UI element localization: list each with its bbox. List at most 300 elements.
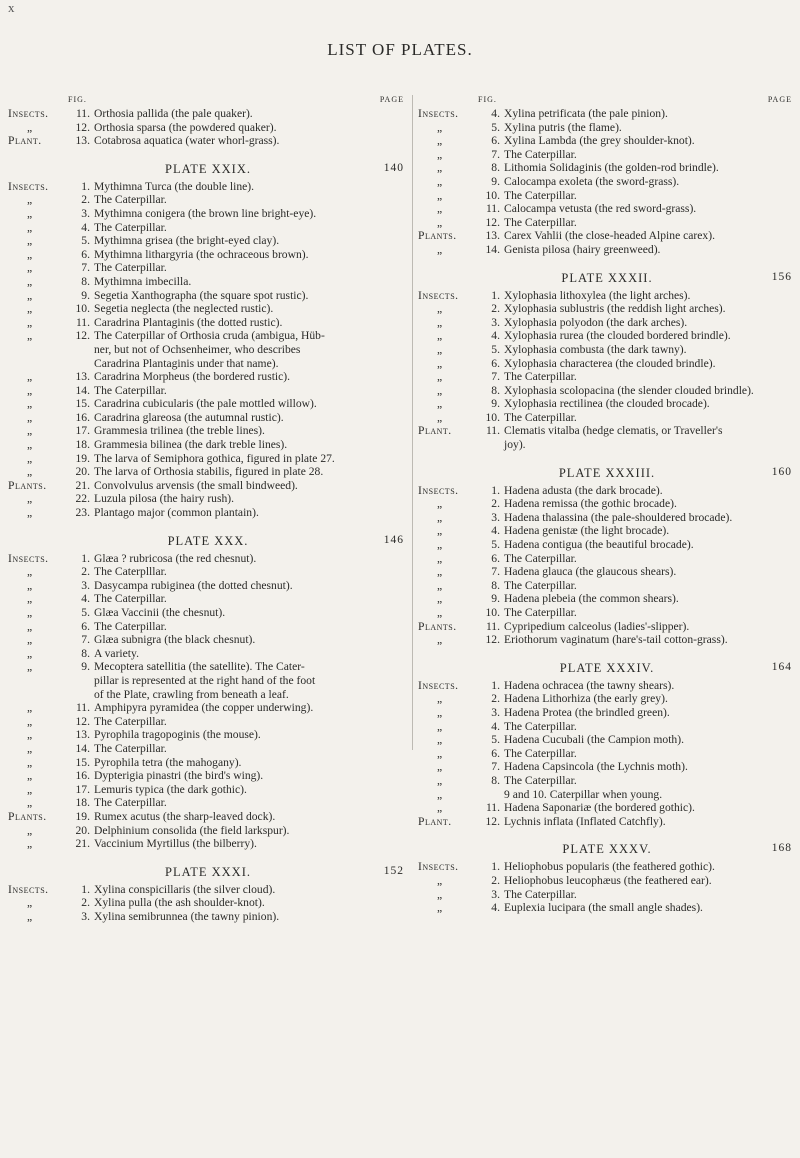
entry-category: „ bbox=[437, 329, 443, 343]
entry-category: „ bbox=[437, 134, 443, 148]
entry-category: „ bbox=[27, 247, 33, 261]
entry-category: „ bbox=[27, 728, 33, 742]
list-item bbox=[418, 289, 796, 303]
entry-description: Xylophasia characterea (the clouded brindle). bbox=[504, 356, 716, 370]
entry-description: Xylophasia scolopacina (the slender clouded brindle). bbox=[504, 383, 754, 397]
plate-page: 156 bbox=[771, 270, 792, 283]
list-item bbox=[418, 216, 796, 230]
entry-figure-number: 4. bbox=[81, 220, 90, 234]
entry-category: Plant. bbox=[8, 134, 42, 148]
entry-category: „ bbox=[437, 692, 443, 706]
entry-figure-number: 1. bbox=[81, 882, 90, 896]
plate-title: PLATE XXIX. bbox=[165, 161, 251, 176]
list-item bbox=[418, 243, 796, 257]
entry-category: „ bbox=[27, 660, 33, 674]
entry-category: „ bbox=[437, 120, 443, 134]
entry-figure-number: 1. bbox=[81, 179, 90, 193]
entry-description: Amphipyra pyramidea (the copper underwing). bbox=[94, 701, 314, 715]
page-title: LIST OF PLATES. bbox=[327, 40, 473, 59]
entry-group bbox=[8, 107, 408, 148]
list-item bbox=[8, 207, 408, 221]
entry-category: „ bbox=[27, 741, 33, 755]
list-item bbox=[418, 357, 796, 371]
entry-description: Hadena thalassina (the pale-shouldered brocade). bbox=[504, 510, 733, 524]
entry-category: „ bbox=[27, 769, 33, 783]
entry-category: „ bbox=[27, 565, 33, 579]
list-item bbox=[8, 234, 408, 248]
entry-category: „ bbox=[27, 755, 33, 769]
entry-description: Glæa Vaccinii (the chesnut). bbox=[94, 606, 226, 619]
entry-figure-number: 1. bbox=[491, 483, 500, 497]
entry-category: „ bbox=[27, 234, 33, 248]
list-item bbox=[418, 815, 796, 829]
entry-figure-number: 7. bbox=[81, 261, 90, 275]
fig-header: FIG. bbox=[478, 95, 497, 104]
entry-category: „ bbox=[437, 410, 443, 424]
entry-description: Grammesia bilinea (the dark treble lines). bbox=[94, 438, 288, 452]
entry-description: The Caterpillar. bbox=[504, 215, 577, 229]
plate-page: 146 bbox=[383, 533, 404, 546]
entry-category: „ bbox=[27, 206, 33, 220]
entry-category: „ bbox=[27, 438, 33, 452]
continuation-group bbox=[8, 343, 408, 370]
entry-figure-number: 2. bbox=[81, 193, 90, 207]
entry-description: Glæa ? rubricosa (the red chesnut). bbox=[94, 551, 257, 565]
list-item bbox=[8, 824, 408, 838]
entry-category: Insects. bbox=[8, 882, 49, 896]
entry-category: Plants. bbox=[418, 229, 457, 243]
entry-description: The Caterpillar. bbox=[94, 261, 167, 275]
entry-figure-number: 4. bbox=[491, 901, 500, 915]
list-item bbox=[8, 316, 408, 330]
entry-category: Insects. bbox=[418, 860, 459, 874]
plate-heading bbox=[8, 534, 408, 550]
list-item bbox=[418, 579, 796, 593]
list-item bbox=[8, 134, 408, 148]
entry-figure-number: 1. bbox=[491, 288, 500, 302]
entry-figure-number: 1. bbox=[491, 860, 500, 874]
entry-category: „ bbox=[437, 397, 443, 411]
entry-description: The Caterpillar. bbox=[504, 188, 577, 202]
entry-description: Carex Vahlii (the close-headed Alpine carex). bbox=[504, 229, 715, 243]
list-item bbox=[8, 275, 408, 289]
entry-figure-number: 4. bbox=[491, 719, 500, 733]
list-item bbox=[418, 370, 796, 384]
entry-category: „ bbox=[437, 202, 443, 216]
entry-description: The Caterpillar. bbox=[504, 606, 577, 619]
continuation-line bbox=[8, 343, 408, 357]
entry-description: Dasycampa rubiginea (the dotted chesnut). bbox=[94, 578, 293, 592]
list-item bbox=[8, 121, 408, 135]
entry-description: The Caterpillar. bbox=[504, 578, 577, 592]
entry-category: „ bbox=[27, 120, 33, 134]
entry-figure-number: 2. bbox=[491, 692, 500, 706]
list-item bbox=[418, 484, 796, 498]
entry-category: „ bbox=[27, 782, 33, 796]
list-item bbox=[8, 552, 408, 566]
entry-group bbox=[8, 552, 408, 674]
entry-description: The Caterpillar. bbox=[504, 147, 577, 161]
entry-category: „ bbox=[27, 714, 33, 728]
entry-category: „ bbox=[27, 383, 33, 397]
entry-category: „ bbox=[27, 302, 33, 316]
entry-figure-number: 13. bbox=[485, 229, 500, 243]
entry-description: The Caterpillar. bbox=[504, 746, 577, 760]
entry-group bbox=[418, 484, 796, 647]
list-item bbox=[418, 760, 796, 774]
entry-description: Genista pilosa (hairy greenweed). bbox=[504, 242, 661, 256]
entry-description: Caradrina Plantaginis (the dotted rustic). bbox=[94, 315, 283, 329]
entry-description: Mecoptera satellitia (the satellite). The Cater- bbox=[94, 660, 305, 674]
entry-description: The Caterpillar. bbox=[504, 887, 577, 901]
entry-figure-number: 3. bbox=[491, 887, 500, 901]
entry-description: Xylina conspicillaris (the silver cloud). bbox=[94, 882, 276, 896]
entry-figure-number: 8. bbox=[81, 274, 90, 288]
entry-category: „ bbox=[437, 705, 443, 719]
entry-category: „ bbox=[27, 606, 33, 619]
entry-group bbox=[8, 701, 408, 851]
entry-figure-number: 7. bbox=[491, 565, 500, 579]
list-item bbox=[418, 679, 796, 693]
entry-description: The larva of Orthosia stabilis, figured in plate 28. bbox=[94, 465, 324, 479]
list-item bbox=[8, 384, 408, 398]
plate-page: 160 bbox=[771, 465, 792, 478]
entry-figure-number: 11. bbox=[485, 619, 500, 633]
column-header bbox=[418, 95, 796, 105]
entry-category: Plant. bbox=[418, 424, 452, 438]
plate-title: PLATE XXXV. bbox=[562, 842, 652, 857]
entry-description: Xylina semibrunnea (the tawny pinion). bbox=[94, 909, 280, 923]
entry-description: Dypterigia pinastri (the bird's wing). bbox=[94, 769, 264, 783]
list-item bbox=[8, 620, 408, 634]
entry-description: The Caterpillar. bbox=[94, 193, 167, 207]
entry-description: The Caterpillar. bbox=[94, 714, 167, 728]
entry-description: Glæa subnigra (the black chesnut). bbox=[94, 633, 256, 647]
list-item bbox=[418, 148, 796, 162]
entry-figure-number: 4. bbox=[491, 329, 500, 343]
entry-description: Xylina pulla (the ash shoulder-knot). bbox=[94, 896, 265, 910]
entry-category: „ bbox=[437, 733, 443, 747]
entry-category: Insects. bbox=[418, 107, 459, 120]
list-item bbox=[8, 397, 408, 411]
list-item bbox=[418, 720, 796, 734]
entry-figure-number: 12. bbox=[75, 329, 90, 343]
entry-figure-number: 12. bbox=[75, 120, 90, 134]
list-item bbox=[418, 202, 796, 216]
entry-figure-number: 3. bbox=[81, 578, 90, 592]
entry-description: The Caterpillar of Orthosia cruda (ambigua, Hüb- bbox=[94, 329, 325, 343]
continuation-line bbox=[418, 438, 796, 452]
list-item bbox=[8, 411, 408, 425]
list-item bbox=[418, 874, 796, 888]
entry-category: „ bbox=[27, 370, 33, 384]
entry-figure-number: 3. bbox=[81, 206, 90, 220]
entry-description: Hadena adusta (the dark brocade). bbox=[504, 483, 663, 497]
list-item bbox=[8, 438, 408, 452]
entry-category: „ bbox=[437, 801, 443, 815]
entry-category: „ bbox=[27, 193, 33, 207]
list-item bbox=[8, 565, 408, 579]
entry-description: Xylophasia rectilinea (the clouded brocade). bbox=[504, 397, 710, 411]
page-header: PAGE bbox=[767, 95, 792, 104]
list-item bbox=[418, 747, 796, 761]
column-header bbox=[8, 95, 408, 105]
entry-category: „ bbox=[437, 147, 443, 161]
list-item bbox=[418, 565, 796, 579]
list-item bbox=[8, 302, 408, 316]
entry-description: Luzula pilosa (the hairy rush). bbox=[94, 492, 235, 506]
plate-title: PLATE XXXII. bbox=[561, 270, 653, 285]
entry-category: Plants. bbox=[418, 619, 457, 633]
entry-description: Xylina putris (the flame). bbox=[504, 120, 622, 134]
list-item bbox=[8, 193, 408, 207]
continuation-text: of the Plate, crawling from beneath a leaf. bbox=[94, 687, 289, 701]
entry-description: Plantago major (common plantain). bbox=[94, 506, 259, 520]
list-item bbox=[418, 620, 796, 634]
list-item bbox=[418, 302, 796, 316]
entry-description: Hadena glauca (the glaucous shears). bbox=[504, 565, 677, 579]
entry-figure-number: 12. bbox=[75, 714, 90, 728]
entry-category: „ bbox=[27, 909, 33, 923]
entry-description: Hadena Lithorhiza (the early grey). bbox=[504, 692, 668, 706]
plate-title: PLATE XXXIII. bbox=[558, 465, 656, 480]
entry-category: „ bbox=[27, 451, 33, 465]
entry-category: „ bbox=[27, 465, 33, 479]
entry-figure-number: 20. bbox=[75, 823, 90, 837]
entry-figure-number: 6. bbox=[491, 551, 500, 565]
entry-category: „ bbox=[437, 787, 443, 801]
entry-category: „ bbox=[437, 342, 443, 356]
entry-figure-number: 18. bbox=[75, 796, 90, 810]
entry-figure-number: 2. bbox=[81, 896, 90, 910]
entry-figure-number: 5. bbox=[491, 538, 500, 552]
entry-figure-number: 14. bbox=[485, 242, 500, 256]
entry-category: „ bbox=[437, 578, 443, 592]
entry-category: „ bbox=[27, 220, 33, 234]
entry-category: „ bbox=[437, 719, 443, 733]
entry-figure-number: 6. bbox=[491, 746, 500, 760]
entry-description: Xylophasia lithoxylea (the light arches). bbox=[504, 288, 691, 302]
entry-description: Delphinium consolida (the field larkspur). bbox=[94, 823, 290, 837]
entry-description: The Caterpillar. bbox=[94, 220, 167, 234]
entry-description: The Caterpillar. bbox=[94, 592, 167, 606]
entry-category: „ bbox=[27, 823, 33, 837]
list-item bbox=[418, 774, 796, 788]
entry-figure-number: 16. bbox=[75, 769, 90, 783]
list-item bbox=[418, 524, 796, 538]
entry-figure-number: 11. bbox=[485, 202, 500, 216]
entry-figure-number: 22. bbox=[75, 492, 90, 506]
entry-category: „ bbox=[27, 261, 33, 275]
entry-category: „ bbox=[437, 606, 443, 619]
entry-description: Caradrina cubicularis (the pale mottled willow). bbox=[94, 397, 317, 411]
entry-category: „ bbox=[437, 174, 443, 188]
entry-figure-number: 4. bbox=[491, 524, 500, 538]
entry-description: Caradrina glareosa (the autumnal rustic). bbox=[94, 410, 284, 424]
list-item bbox=[8, 883, 408, 897]
entry-figure-number: 9. bbox=[491, 174, 500, 188]
entry-figure-number: 19. bbox=[75, 809, 90, 823]
entry-category: „ bbox=[27, 315, 33, 329]
entry-description: Hadena plebeia (the common shears). bbox=[504, 592, 679, 606]
list-item bbox=[418, 329, 796, 343]
entry-figure-number: 14. bbox=[75, 383, 90, 397]
list-item bbox=[418, 497, 796, 511]
entry-description: A variety. bbox=[94, 646, 139, 660]
list-item bbox=[418, 692, 796, 706]
list-item bbox=[8, 896, 408, 910]
entry-figure-number: 5. bbox=[491, 120, 500, 134]
entry-category: „ bbox=[27, 646, 33, 660]
list-item bbox=[8, 370, 408, 384]
plate-title: PLATE XXX. bbox=[167, 533, 249, 548]
entry-description: The Caterpillar. bbox=[94, 619, 167, 633]
list-item bbox=[8, 289, 408, 303]
list-item bbox=[418, 860, 796, 874]
left-column bbox=[8, 95, 408, 923]
list-item bbox=[418, 538, 796, 552]
entry-category: „ bbox=[27, 274, 33, 288]
list-item bbox=[418, 175, 796, 189]
entry-description: Segetia Xanthographa (the square spot rustic). bbox=[94, 288, 309, 302]
entry-category: „ bbox=[27, 701, 33, 715]
entry-description: Clematis vitalba (hedge clematis, or Traveller's bbox=[504, 424, 723, 438]
entry-figure-number: 6. bbox=[81, 247, 90, 261]
entry-description: Mythimna Turca (the double line). bbox=[94, 179, 255, 193]
column-divider bbox=[412, 95, 413, 750]
entry-group bbox=[418, 107, 796, 257]
entry-category: „ bbox=[27, 619, 33, 633]
list-item bbox=[418, 801, 796, 815]
plate-heading bbox=[8, 865, 408, 881]
fig-header: FIG. bbox=[68, 95, 87, 104]
entry-category: „ bbox=[27, 506, 33, 520]
entry-figure-number: 6. bbox=[81, 619, 90, 633]
list-item bbox=[418, 733, 796, 747]
entry-category: „ bbox=[437, 565, 443, 579]
entry-figure-number: 11. bbox=[75, 107, 90, 120]
entry-description: Hadena Saponariæ (the bordered gothic). bbox=[504, 801, 695, 815]
plate-page: 152 bbox=[383, 864, 404, 877]
entry-category: „ bbox=[437, 510, 443, 524]
entry-category: „ bbox=[27, 796, 33, 810]
list-item bbox=[8, 506, 408, 520]
entry-description: Hadena Cucubali (the Campion moth). bbox=[504, 733, 684, 747]
entry-category: „ bbox=[437, 383, 443, 397]
list-item bbox=[418, 788, 796, 802]
entry-category: Insects. bbox=[8, 179, 49, 193]
entry-description: Mythimna lithargyria (the ochraceous brown). bbox=[94, 247, 309, 261]
entry-category: „ bbox=[437, 315, 443, 329]
list-item bbox=[418, 888, 796, 902]
entry-category: „ bbox=[437, 760, 443, 774]
entry-description: Cypripedium calceolus (ladies'-slipper). bbox=[504, 619, 690, 633]
entry-description: Vaccinium Myrtillus (the bilberry). bbox=[94, 837, 257, 851]
continuation-line bbox=[8, 674, 408, 688]
plate-heading bbox=[418, 271, 796, 287]
entry-figure-number: 13. bbox=[75, 370, 90, 384]
entry-figure-number: 12. bbox=[485, 814, 500, 828]
list-item bbox=[8, 633, 408, 647]
entry-category: „ bbox=[437, 538, 443, 552]
entry-description: Mythimna imbecilla. bbox=[94, 274, 192, 288]
list-item bbox=[418, 343, 796, 357]
list-item bbox=[8, 810, 408, 824]
list-item bbox=[8, 479, 408, 493]
entry-figure-number: 11. bbox=[485, 424, 500, 438]
entry-figure-number: 11. bbox=[75, 315, 90, 329]
list-item bbox=[8, 728, 408, 742]
entry-figure-number: 6. bbox=[491, 356, 500, 370]
entry-category: „ bbox=[437, 497, 443, 511]
list-item bbox=[418, 161, 796, 175]
list-item bbox=[8, 715, 408, 729]
entry-figure-number: 16. bbox=[75, 410, 90, 424]
right-column bbox=[418, 95, 796, 915]
entry-figure-number: 13. bbox=[75, 134, 90, 148]
entry-description: The Caterpillar. bbox=[504, 719, 577, 733]
entry-category: „ bbox=[437, 524, 443, 538]
entry-description: Heliophobus popularis (the feathered gothic). bbox=[504, 860, 715, 874]
list-item bbox=[418, 229, 796, 243]
entry-description: Calocampa exoleta (the sword-grass). bbox=[504, 174, 680, 188]
list-item bbox=[8, 107, 408, 121]
plate-page: 168 bbox=[771, 842, 792, 855]
continuation-group bbox=[8, 674, 408, 701]
entry-description: Orthosia pallida (the pale quaker). bbox=[94, 107, 253, 120]
list-item bbox=[8, 465, 408, 479]
entry-category: „ bbox=[27, 329, 33, 343]
entry-category: „ bbox=[27, 592, 33, 606]
list-item bbox=[8, 329, 408, 343]
list-item bbox=[8, 579, 408, 593]
entry-figure-number: 18. bbox=[75, 438, 90, 452]
list-item bbox=[8, 837, 408, 851]
entry-figure-number: 8. bbox=[491, 578, 500, 592]
list-item bbox=[8, 742, 408, 756]
entry-description: Rumex acutus (the sharp-leaved dock). bbox=[94, 809, 276, 823]
list-item bbox=[8, 910, 408, 924]
list-item bbox=[8, 701, 408, 715]
entry-figure-number: 10. bbox=[485, 606, 500, 619]
list-item bbox=[418, 411, 796, 425]
entry-category: „ bbox=[437, 873, 443, 887]
entry-description: Xylophasia combusta (the dark tawny). bbox=[504, 342, 687, 356]
list-item bbox=[418, 424, 796, 438]
entry-group bbox=[418, 860, 796, 914]
entry-figure-number: 10. bbox=[485, 188, 500, 202]
list-item bbox=[418, 384, 796, 398]
entry-description: The Caterpillar. bbox=[94, 383, 167, 397]
continuation-text: joy). bbox=[504, 438, 526, 452]
page-header: PAGE bbox=[379, 95, 404, 104]
list-item bbox=[8, 261, 408, 275]
entry-description: The Caterpillar. bbox=[94, 741, 167, 755]
entry-figure-number: 17. bbox=[75, 782, 90, 796]
entry-figure-number: 23. bbox=[75, 506, 90, 520]
entry-description: Mythimna conigera (the brown line bright-eye). bbox=[94, 206, 317, 220]
entry-figure-number: 19. bbox=[75, 451, 90, 465]
entry-group bbox=[8, 180, 408, 343]
entry-figure-number: 8. bbox=[81, 646, 90, 660]
entry-figure-number: 3. bbox=[81, 909, 90, 923]
entry-description: Xylophasia sublustris (the reddish light arches). bbox=[504, 302, 726, 316]
entry-description: Caradrina Morpheus (the bordered rustic). bbox=[94, 370, 291, 384]
entry-category: „ bbox=[437, 215, 443, 229]
entry-figure-number: 7. bbox=[491, 760, 500, 774]
list-item bbox=[8, 660, 408, 674]
continuation-text: pillar is represented at the right hand of the foot bbox=[94, 673, 316, 687]
